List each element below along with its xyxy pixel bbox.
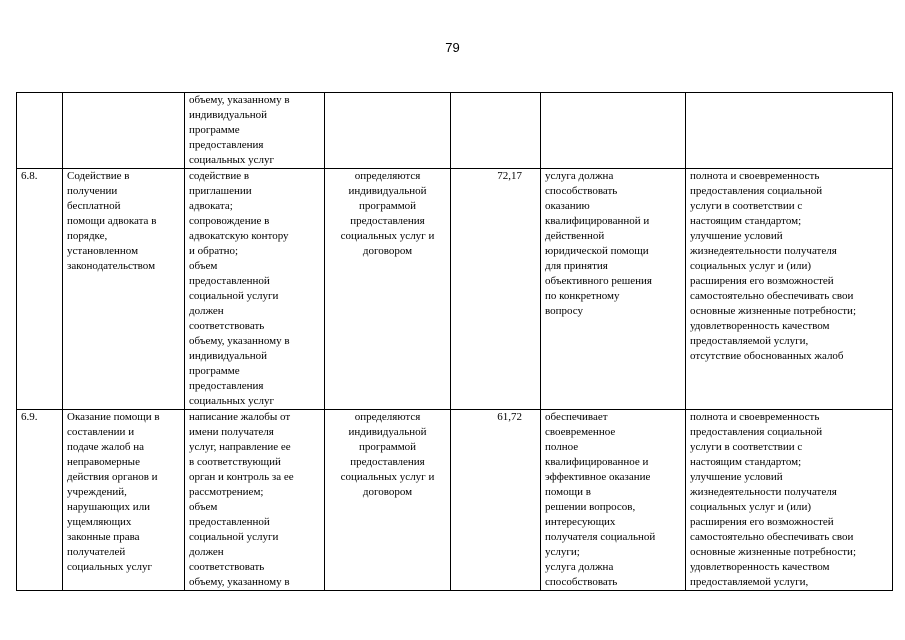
cell-text-line: для принятия (545, 260, 608, 272)
cell-text-line: предоставляемой услуги, (690, 576, 809, 588)
cell-text-line: объем (189, 501, 218, 513)
cell-text-line: социальной услуги (189, 290, 279, 302)
cell-indicators (541, 93, 686, 169)
cell-text-line: удовлетворенность качеством (690, 561, 830, 573)
cell-text-line: услуга должна (545, 170, 614, 182)
cell-text-line: способствовать (545, 576, 618, 588)
cell-text-line: 6.8. (21, 170, 38, 182)
cell-text-line: улучшение условий (690, 230, 783, 242)
cell-text-line: программой (358, 200, 417, 212)
cell-text-line: 72,17 (497, 170, 522, 182)
cell-text-line: услуг, направление ее (189, 441, 291, 453)
cell-text-line: индивидуальной (348, 185, 427, 197)
cell-text-line: улучшение условий (690, 471, 783, 483)
cell-text-line: предоставления социальной (690, 185, 823, 197)
cell-text-line: вопросу (545, 305, 584, 317)
cell-text-line: услуги в соответствии с (690, 441, 803, 453)
cell-terms (325, 169, 451, 410)
cell-text-line: индивидуальной (189, 350, 268, 362)
cell-text-line: неправомерные (67, 456, 140, 468)
cell-text-line: рассмотрением; (189, 486, 264, 498)
cell-indicators (541, 410, 686, 591)
cell-text-line: приглашении (189, 185, 252, 197)
cell-price (451, 169, 541, 410)
cell-text-line: предоставленной (189, 516, 270, 528)
cell-text-line: 6.9. (21, 411, 38, 423)
cell-text-line: действия органов и (67, 471, 158, 483)
cell-text-line: квалифицированное и (545, 456, 649, 468)
cell-text-line: объективного решения (545, 275, 652, 287)
cell-text-line: определяются (354, 411, 421, 423)
cell-text-line: получателей (67, 546, 126, 558)
cell-text-line: настоящим стандартом; (690, 215, 802, 227)
cell-text-line: бесплатной (67, 200, 121, 212)
cell-text-line: самостоятельно обеспечивать свои (690, 531, 854, 543)
cell-text-line: законные права (67, 531, 140, 543)
cell-service-name (63, 93, 185, 169)
cell-text-line: сопровождение в (189, 215, 270, 227)
cell-text-line: объему, указанному в (189, 94, 290, 106)
cell-text-line: удовлетворенность качеством (690, 320, 830, 332)
cell-text-line: написание жалобы от (189, 411, 291, 423)
cell-text-line: договором (362, 486, 413, 498)
cell-number (17, 93, 63, 169)
cell-text-line: помощи адвоката в (67, 215, 157, 227)
cell-text-line: соответствовать (189, 320, 265, 332)
cell-text-line: социальных услуг (67, 561, 153, 573)
cell-text-line: социальных услуг и (или) (690, 501, 812, 513)
cell-text-line: подаче жалоб на (67, 441, 144, 453)
cell-text-line: полное (545, 441, 579, 453)
cell-text-line: расширения его возможностей (690, 275, 834, 287)
cell-text-line: квалифицированной и (545, 215, 650, 227)
cell-text-line: индивидуальной (348, 426, 427, 438)
cell-conditions (686, 93, 893, 169)
cell-text-line: объем (189, 260, 218, 272)
cell-text-line: услуги; (545, 546, 580, 558)
cell-text-line: должен (189, 546, 224, 558)
cell-text-line: решении вопросов, (545, 501, 636, 513)
cell-service-content (185, 169, 325, 410)
cell-text-line: учреждений, (67, 486, 127, 498)
cell-text-line: самостоятельно обеспечивать свои (690, 290, 854, 302)
cell-text-line: жизнедеятельности получателя (690, 486, 837, 498)
cell-conditions (686, 169, 893, 410)
cell-text-line: содействие в (189, 170, 250, 182)
cell-conditions (686, 410, 893, 591)
cell-text-line: орган и контроль за ее (189, 471, 294, 483)
cell-text-line: адвоката; (189, 200, 233, 212)
cell-text-line: способствовать (545, 185, 618, 197)
cell-text-line: жизнедеятельности получателя (690, 245, 837, 257)
cell-text-line: услуги в соответствии с (690, 200, 803, 212)
cell-price (451, 93, 541, 169)
cell-text-line: полнота и своевременность (690, 411, 820, 423)
cell-indicators (541, 169, 686, 410)
cell-service-name (63, 169, 185, 410)
cell-text-line: социальных услуг и (340, 471, 435, 483)
cell-text-line: имени получателя (189, 426, 274, 438)
cell-text-line: Содействие в (67, 170, 130, 182)
cell-text-line: предоставления (350, 456, 425, 468)
cell-text-line: получении (67, 185, 118, 197)
cell-text-line: в соответствующий (189, 456, 281, 468)
cell-price (451, 410, 541, 591)
table-row (17, 410, 893, 591)
cell-number (17, 410, 63, 591)
cell-service-content (185, 410, 325, 591)
cell-service-name (63, 410, 185, 591)
cell-text-line: социальных услуг (189, 395, 275, 407)
cell-text-line: договором (362, 245, 413, 257)
cell-text-line: составлении и (67, 426, 135, 438)
services-table (16, 92, 893, 591)
cell-text-line: установленном (67, 245, 139, 257)
cell-text-line: социальных услуг и (или) (690, 260, 812, 272)
cell-text-line: интересующих (545, 516, 616, 528)
cell-text-line: должен (189, 305, 224, 317)
cell-text-line: соответствовать (189, 561, 265, 573)
cell-text-line: услуга должна (545, 561, 614, 573)
cell-text-line: индивидуальной (189, 109, 268, 121)
cell-text-line: ущемляющих (67, 516, 132, 528)
cell-text-line: обеспечивает (545, 411, 608, 423)
cell-text-line: основные жизненные потребности; (690, 305, 856, 317)
cell-text-line: оказанию (545, 200, 590, 212)
cell-text-line: основные жизненные потребности; (690, 546, 856, 558)
cell-text-line: законодательством (67, 260, 156, 272)
cell-text-line: своевременное (545, 426, 616, 438)
cell-text-line: Оказание помощи в (67, 411, 160, 423)
cell-text-line: объему, указанному в (189, 335, 290, 347)
cell-text-line: программой (358, 441, 417, 453)
cell-text-line: объему, указанному в (189, 576, 290, 588)
cell-text-line: предоставления (189, 139, 264, 151)
cell-text-line: помощи в (545, 486, 591, 498)
cell-text-line: предоставления (189, 380, 264, 392)
table-row (17, 93, 893, 169)
cell-text-line: социальной услуги (189, 531, 279, 543)
cell-text-line: юридической помощи (545, 245, 649, 257)
cell-text-line: настоящим стандартом; (690, 456, 802, 468)
cell-text-line: социальных услуг и (340, 230, 435, 242)
cell-text-line: по конкретному (545, 290, 620, 302)
cell-text-line: предоставления (350, 215, 425, 227)
cell-text-line: получателя социальной (545, 531, 656, 543)
cell-text-line: полнота и своевременность (690, 170, 820, 182)
cell-text-line: предоставленной (189, 275, 270, 287)
cell-text-line: адвокатскую контору (189, 230, 289, 242)
cell-text-line: отсутствие обоснованных жалоб (690, 350, 844, 362)
cell-text-line: предоставления социальной (690, 426, 823, 438)
cell-text-line: программе (189, 365, 240, 377)
cell-text-line: и обратно; (189, 245, 239, 257)
cell-text-line: 61,72 (497, 411, 522, 423)
cell-text-line: нарушающих или (67, 501, 151, 513)
cell-text-line: эффективное оказание (545, 471, 651, 483)
cell-text-line: программе (189, 124, 240, 136)
cell-terms (325, 410, 451, 591)
cell-text-line: определяются (354, 170, 421, 182)
cell-service-content (185, 93, 325, 169)
cell-text-line: действенной (545, 230, 605, 242)
cell-text-line: расширения его возможностей (690, 516, 834, 528)
cell-text-line: порядке, (67, 230, 108, 242)
table-row (17, 169, 893, 410)
cell-number (17, 169, 63, 410)
cell-text-line: социальных услуг (189, 154, 275, 166)
cell-terms (325, 93, 451, 169)
page-number: 79 (445, 40, 460, 55)
cell-text-line: предоставляемой услуги, (690, 335, 809, 347)
